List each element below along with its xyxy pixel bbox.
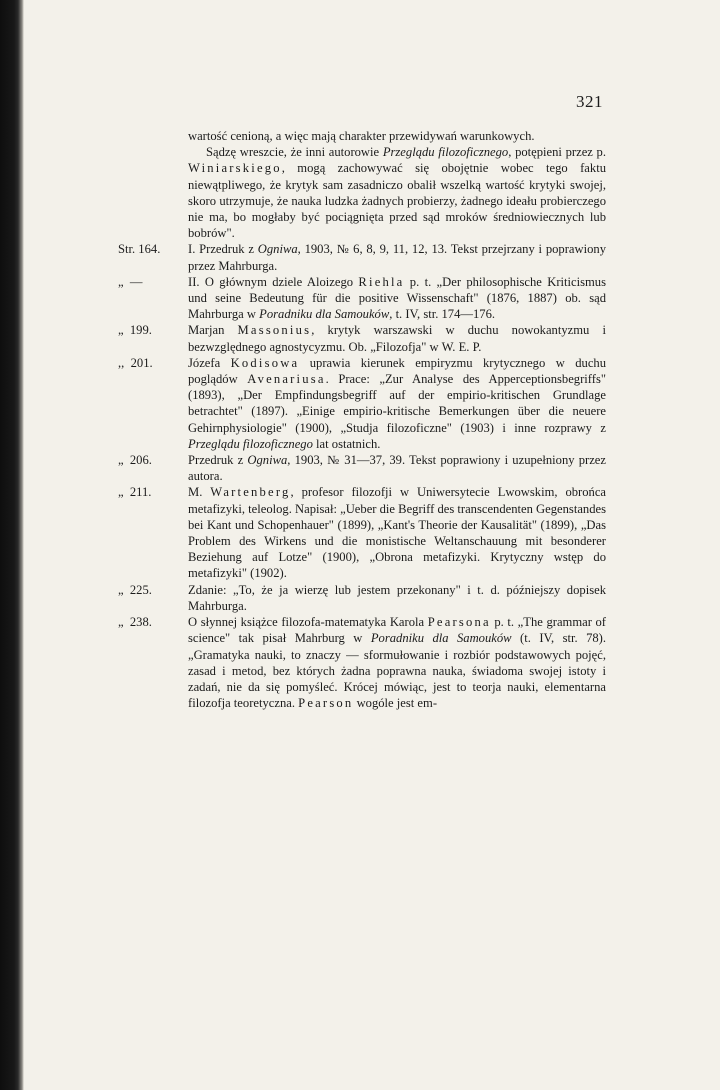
note-body — [188, 274, 606, 323]
note-body — [188, 614, 606, 711]
note-entry — [118, 614, 606, 711]
person-name: Winiarskiego — [188, 161, 282, 176]
text-run: uprawia kierunek empiryzmu krytycznego w duchu poglądów — [188, 355, 607, 387]
note-entry — [118, 452, 606, 484]
note-entry — [118, 582, 606, 614]
note-body — [188, 582, 606, 614]
text-run: Sądzę wreszcie, że inni autorowie — [206, 145, 383, 160]
note-body — [188, 452, 606, 484]
journal-title: Poradniku dla Samouków — [370, 631, 512, 646]
person-name: Kodisowa — [230, 355, 300, 370]
person-name: Pearsona — [427, 615, 491, 630]
text-run: Józefa — [188, 355, 231, 370]
text-run: , krytyk warszawski w duchu nowokantyzmu i bezwzględnego agnostycyzmu. Ob. „Filozofja" w W. E. P. — [188, 323, 606, 354]
person-name: Avenariusa — [247, 372, 326, 387]
text-run: Przedruk z — [188, 453, 248, 468]
text-run: p. t. „Der philosophische Kriticismus und seine Bedeutung für die positive Wissenschaft" (1876, 1887) ob. sąd Mahrburga w — [188, 274, 606, 322]
paragraph — [118, 144, 606, 241]
journal-title: Ogniwa — [257, 242, 298, 257]
note-entry — [118, 322, 606, 354]
note-ref: „ — — [118, 274, 143, 289]
note-entry — [118, 484, 606, 581]
journal-title: Przeglądu filozoficznego — [382, 145, 509, 160]
text-run: lat ostatnich. — [312, 436, 381, 451]
note-entry — [118, 274, 606, 323]
journal-title: Poradniku dla Samouków — [259, 307, 390, 322]
text-run: . Prace: „Zur Analyse des Apperceptionsbegriffs" (1893), „Der Empfindungsbegriff auf der empirio-kritischen Grundlage betrachtet" (1897). „Einige empirio-kritische Bemerkungen über die neuere Gehirnphysiologie" (1900), „Studja filozoficzne" (1903) i inne rozprawy z — [188, 372, 606, 435]
note-entry — [118, 355, 606, 452]
journal-title: Przeglądu filozoficznego — [188, 436, 313, 451]
text-run: , potępieni przez p. — [508, 145, 606, 160]
text-run: , t. IV, str. 174—176. — [389, 307, 496, 322]
text-run: , profesor filozofji w Uniwersytecie Lwowskim, obrońca metafizyki, teleolog. Napisał: „Ueber die Begriff des transcendenten Gegenstandes bei Kant und Schopenhauer" (1899), „Kant's Theorie der Kausalität" (1899), „Das Problem des Wirkens und die monistische Weltanschauung mit besonderer Beziehung auf Lotze" (1900), „Obrona metafizyki. Krytyczny wstęp do metafizyki" (1902). — [188, 485, 607, 581]
text-run: Zdanie: „To, że ja wierzę lub jestem przekonany" i t. d. późniejszy dopisek Mahrburga. — [188, 582, 606, 613]
note-body — [188, 241, 606, 273]
person-name: Wartenberg — [210, 485, 291, 500]
text-run: M. — [188, 485, 211, 500]
note-ref: „ 238. — [118, 615, 152, 630]
page-text — [118, 128, 606, 711]
text-run: , 1903, № 31—37, 39. Tekst poprawiony i uzupełniony przez autora. — [188, 453, 606, 484]
paragraph-text: wartość cenioną, a więc mają charakter przewidywań warunkowych. — [188, 129, 535, 143]
text-run: (t. IV, str. 78). „Gramatyka nauki, to znaczy — sformułowanie i rozbiór podstawowych pojęć, zasad i metod, bez których żadna poprawna nauka, świadoma swojej istoty i zadań, nie da się pomyśleć. Krócej mówiąc, jest to teorja nauki, elementarna filozofja teoretyczna. — [188, 631, 607, 711]
text-run: Marjan — [188, 323, 238, 338]
note-ref: ,, 201. — [118, 355, 153, 370]
person-name: Riehla — [358, 274, 405, 289]
person-name: Pearson — [298, 696, 354, 711]
text-run: wogóle jest em- — [353, 696, 438, 711]
text-run: , 1903, № 6, 8, 9, 11, 12, 13. Tekst przejrzany i poprawiony przez Mahrburga. — [188, 242, 607, 273]
note-body — [188, 355, 606, 452]
journal-title: Ogniwa — [247, 453, 288, 468]
continuation-paragraph — [118, 128, 606, 144]
text-run: II. O głównym dziele Aloizego — [188, 274, 359, 289]
note-ref: Str. 164. — [118, 242, 161, 257]
note-entry — [118, 241, 606, 273]
note-body — [188, 484, 606, 581]
text-run: I. Przedruk z — [188, 242, 258, 257]
text-run: p. t. „The grammar of science" tak pisał Mahrburg w — [188, 615, 607, 646]
note-ref: „ 199. — [118, 323, 152, 338]
book-spine-shadow — [0, 0, 24, 1090]
note-ref: „ 211. — [118, 485, 152, 500]
note-ref: „ 206. — [118, 453, 152, 468]
note-body — [188, 322, 606, 354]
text-run: O słynnej książce filozofa-matematyka Karola — [188, 615, 428, 630]
note-ref: „ 225. — [118, 582, 152, 597]
person-name: Massonius — [237, 323, 312, 338]
text-run: , mogą zachowywać się obojętnie wobec tego faktu niewątpliwego, że krytyk sam zasadniczo obalił wszelką wartość krytyki swojej, skoro utrzymuje, że nauka ludzka żadnych probierzy, żadnego ideału probierczego nie ma, bo mogłaby być pociągnięta przed sąd mroków średniowiecznych lub bobrów". — [188, 161, 606, 241]
page-number: 321 — [576, 92, 603, 111]
